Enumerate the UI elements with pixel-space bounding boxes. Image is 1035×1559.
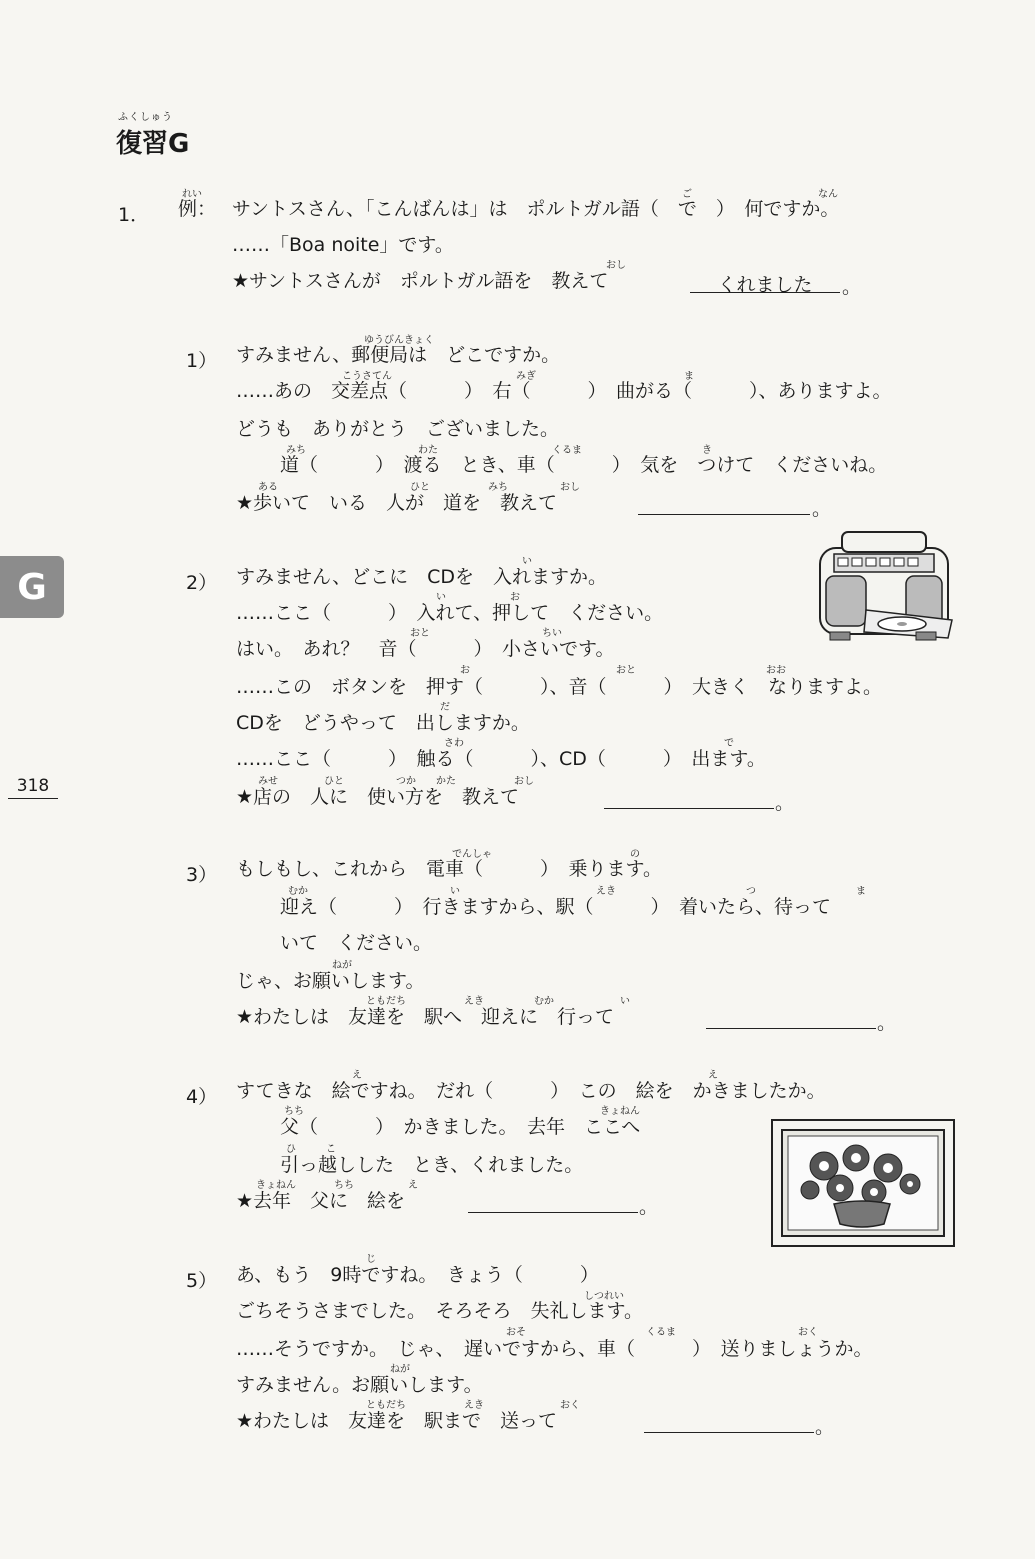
- item-3-star-line: ★わたしは 友達を 駅へ 迎えに 行って: [236, 1006, 615, 1028]
- example-answer: ……「Boa noite」です。: [232, 234, 454, 256]
- ruby: ともだち: [366, 1400, 406, 1411]
- end-mark: 。: [815, 1416, 835, 1438]
- item-1-line-3: どうも ありがとう ございました。: [236, 418, 560, 440]
- item-1-answer-blank[interactable]: [638, 492, 810, 515]
- ruby: で: [724, 738, 734, 749]
- ruby: の: [630, 849, 640, 860]
- ruby: い: [450, 886, 460, 897]
- item-4-line-3: 引っ越しした とき、くれました。: [280, 1154, 584, 1176]
- ruby: き: [702, 445, 712, 456]
- ruby: ま: [856, 886, 866, 897]
- item-2-line-6: ……ここ（ ） 触る（ ）、CD（ ） 出ます。: [236, 748, 766, 770]
- example-answer-filled: くれました: [690, 270, 840, 293]
- example-question: サントスさん、「こんばんは」は ポルトガル語（ で ） 何ですか。: [232, 198, 840, 220]
- item-2-star-line: ★店の 人に 使い方を 教えて: [236, 786, 520, 808]
- ruby: ひ: [286, 1144, 296, 1155]
- item-5-number: 5）: [186, 1270, 218, 1292]
- ruby: ちち: [284, 1106, 304, 1117]
- ruby: おし: [560, 482, 580, 493]
- ruby: えき: [464, 996, 484, 1007]
- ruby: えき: [596, 886, 616, 897]
- item-1-line-2: ……あの 交差点（ ） 右（ ） 曲がる（ ）、ありますよ。: [236, 380, 892, 402]
- ruby: おそ: [506, 1327, 526, 1338]
- item-4-number: 4）: [186, 1086, 218, 1108]
- ruby: ねが: [390, 1364, 410, 1375]
- title-ruby: ふくしゅう: [118, 112, 173, 123]
- item-3-answer-blank[interactable]: [706, 1006, 876, 1029]
- flower-painting-illustration: [770, 1118, 956, 1248]
- ruby: むか: [288, 886, 308, 897]
- ruby: くるま: [552, 445, 582, 456]
- ruby: ゆうびんきょく: [364, 335, 434, 346]
- ruby: い: [436, 592, 446, 603]
- ruby: しつれい: [584, 1291, 624, 1302]
- chapter-side-tab: G: [0, 556, 64, 618]
- item-2-line-4: ……この ボタンを 押す（ ）、音（ ） 大きく なりますよ。: [236, 676, 883, 698]
- ruby: おく: [798, 1327, 818, 1338]
- ruby: ひと: [410, 482, 430, 493]
- ruby: ねが: [332, 960, 352, 971]
- ruby: おと: [410, 628, 430, 639]
- ruby: じ: [366, 1254, 376, 1265]
- ruby-go: ご: [682, 189, 692, 200]
- item-4-line-2: 父（ ） かきました。 去年 ここへ: [280, 1116, 641, 1138]
- item-2-line-5: CDを どうやって 出しますか。: [236, 712, 530, 734]
- item-5-star-line: ★わたしは 友達を 駅まで 送って: [236, 1410, 558, 1432]
- item-3-line-3: いて ください。: [280, 932, 433, 954]
- ruby: こ: [326, 1144, 336, 1155]
- end-mark: 。: [877, 1012, 897, 1034]
- item-5-line-2: ごちそうさまでした。 そろそろ 失礼します。: [236, 1300, 643, 1322]
- ruby: みぎ: [516, 371, 536, 382]
- item-3-line-2: 迎え（ ） 行きますから、駅（ ） 着いたら、待って: [280, 896, 832, 918]
- ruby: でんしゃ: [452, 849, 492, 860]
- item-2-number: 2）: [186, 572, 218, 594]
- ruby-rei: れい: [182, 189, 202, 200]
- ruby: みち: [488, 482, 508, 493]
- item-2-line-3: はい。 あれ？ 音（ ） 小さいです。: [236, 638, 615, 660]
- ruby: おと: [616, 665, 636, 676]
- ruby: えき: [464, 1400, 484, 1411]
- ruby: つか: [396, 776, 416, 787]
- exercise-number: 1．: [118, 204, 150, 226]
- ruby: こうさてん: [342, 371, 392, 382]
- end-mark: 。: [639, 1196, 659, 1218]
- page-number: 318: [8, 776, 58, 799]
- item-4-star-line: ★去年 父に 絵を: [236, 1190, 406, 1212]
- cd-player-illustration: [812, 528, 958, 652]
- ruby: ちち: [334, 1180, 354, 1191]
- item-2-line-2: ……ここ（ ） 入れて、押して ください。: [236, 602, 664, 624]
- ruby: わた: [418, 445, 438, 456]
- item-4-line-1: すてきな 絵ですね。 だれ（ ） この 絵を かきましたか。: [236, 1080, 826, 1102]
- ruby: みち: [286, 445, 306, 456]
- ruby: お: [460, 665, 470, 676]
- item-5-line-1: あ、もう 9時ですね。 きょう（ ）: [236, 1264, 599, 1286]
- ruby: みせ: [258, 776, 278, 787]
- page-title: 復習G: [116, 129, 190, 159]
- ruby-oshi: おし: [606, 260, 626, 271]
- ruby: え: [408, 1180, 418, 1191]
- ruby: かた: [436, 776, 456, 787]
- item-3-line-1: もしもし、これから 電車（ ） 乗ります。: [236, 858, 662, 880]
- ruby: きょねん: [600, 1106, 640, 1117]
- example-star-line: ★サントスさんが ポルトガル語を 教えて: [232, 270, 609, 292]
- ruby: え: [352, 1070, 362, 1081]
- ruby: ある: [258, 482, 278, 493]
- item-2-answer-blank[interactable]: [604, 786, 774, 809]
- item-4-answer-blank[interactable]: [468, 1190, 638, 1213]
- ruby: つ: [746, 886, 756, 897]
- ruby: きょねん: [256, 1180, 296, 1191]
- ruby: ま: [684, 371, 694, 382]
- item-3-line-4: じゃ、お願いします。: [236, 970, 425, 992]
- item-1-star-line: ★歩いて いる 人が 道を 教えて: [236, 492, 558, 514]
- ruby: い: [620, 996, 630, 1007]
- ruby: おお: [766, 665, 786, 676]
- example-label: 例：: [178, 198, 217, 220]
- ruby: ともだち: [366, 996, 406, 1007]
- end-mark: 。: [812, 498, 832, 520]
- item-1-number: 1）: [186, 350, 218, 372]
- ruby: おく: [560, 1400, 580, 1411]
- title-block: [116, 108, 189, 160]
- ruby: お: [510, 592, 520, 603]
- end-mark: 。: [775, 792, 795, 814]
- ruby: むか: [534, 996, 554, 1007]
- item-3-number: 3）: [186, 864, 218, 886]
- ruby: ひと: [324, 776, 344, 787]
- ruby: おし: [514, 776, 534, 787]
- item-5-line-4: すみません。お願いします。: [236, 1374, 483, 1396]
- ruby-nan: なん: [818, 189, 838, 200]
- ruby: さわ: [444, 738, 464, 749]
- ruby: ちい: [542, 628, 562, 639]
- ruby: い: [522, 556, 532, 567]
- item-1-line-1: すみません、郵便局は どこですか。: [236, 344, 561, 366]
- end-mark: 。: [842, 276, 862, 298]
- item-5-line-3: ……そうですか。 じゃ、 遅いですから、車（ ） 送りましょうか。: [236, 1338, 873, 1360]
- item-5-answer-blank[interactable]: [644, 1410, 814, 1433]
- item-2-line-1: すみません、どこに CDを 入れますか。: [236, 566, 608, 588]
- ruby: くるま: [646, 1327, 676, 1338]
- ruby: え: [708, 1070, 718, 1081]
- item-1-line-4: 道（ ） 渡る とき、車（ ） 気を つけて くださいね。: [280, 454, 888, 476]
- ruby: だ: [440, 702, 450, 713]
